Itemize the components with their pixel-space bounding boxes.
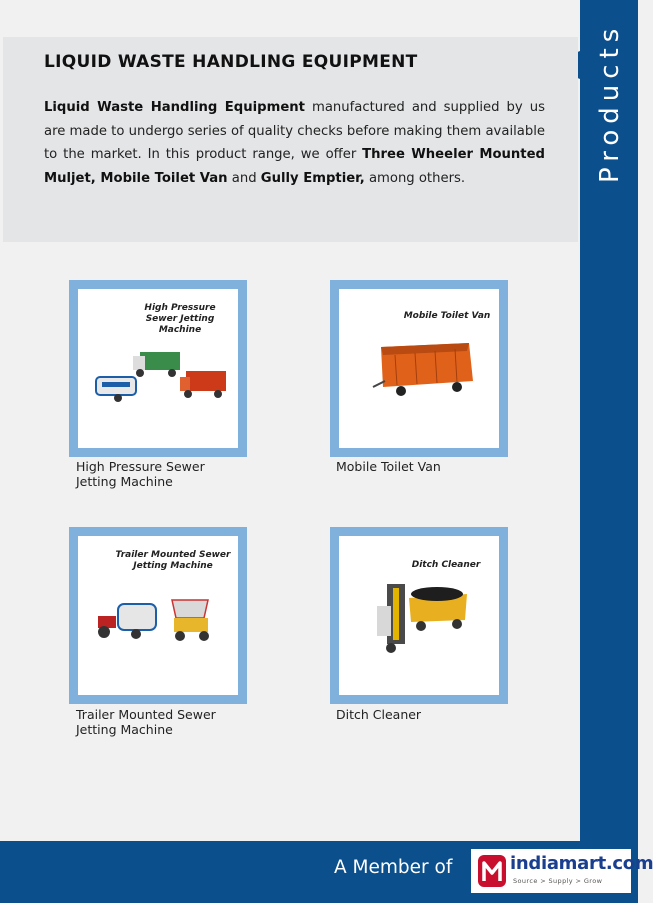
product-card-trailer-jetting[interactable] (69, 527, 247, 704)
logo-text: indiamart.com (510, 853, 653, 874)
desc-text-2: and (227, 170, 261, 186)
caption-line-1: Trailer Mounted Sewer (76, 707, 216, 722)
product-image (339, 289, 499, 448)
product-image-title: Ditch Cleaner (411, 560, 481, 570)
caption-line-2: Jetting Machine (76, 722, 173, 737)
page-title: LIQUID WASTE HANDLING EQUIPMENT (44, 52, 418, 72)
indiamart-m-icon (476, 853, 508, 889)
caption-line-1: High Pressure Sewer (76, 459, 205, 474)
product-image (78, 536, 238, 695)
desc-bold-2: Three Wheeler Mounted Muljet, Mobile Toilet Van (44, 147, 545, 186)
caption-line-1: Ditch Cleaner (336, 707, 422, 722)
product-image-title: High Pressure Sewer Jetting Machine (144, 303, 216, 335)
member-text: A Member of (334, 857, 453, 878)
product-caption-trailer-jetting (76, 707, 216, 737)
product-card-mobile-toilet-van[interactable] (330, 280, 508, 457)
product-caption-ditch-cleaner (336, 707, 421, 722)
product-caption-sewer-jetting (76, 459, 205, 489)
caption-line-1: Mobile Toilet Van (336, 459, 441, 474)
desc-text-1: manufactured and supplied by us are made to undergo series of quality checks before making them available to the market. In this product range, we offer (44, 100, 545, 162)
product-card-ditch-cleaner[interactable] (330, 527, 508, 704)
product-image-title: Trailer Mounted Sewer Jetting Machine (115, 550, 231, 571)
intro-description (44, 96, 545, 190)
desc-bold-3: Gully Emptier, (260, 170, 365, 186)
logo-tagline: Source > Supply > Grow (513, 877, 603, 885)
product-caption-mobile-toilet-van (336, 459, 441, 474)
product-image-title: Mobile Toilet Van (403, 311, 491, 321)
desc-text-3: among others. (364, 170, 466, 186)
caption-line-2: Jetting Machine (76, 474, 173, 489)
product-card-sewer-jetting[interactable] (69, 280, 247, 457)
side-label: Products (595, 22, 625, 184)
product-image (78, 289, 238, 448)
product-image (339, 536, 499, 695)
desc-bold-1: Liquid Waste Handling Equipment (44, 100, 305, 115)
